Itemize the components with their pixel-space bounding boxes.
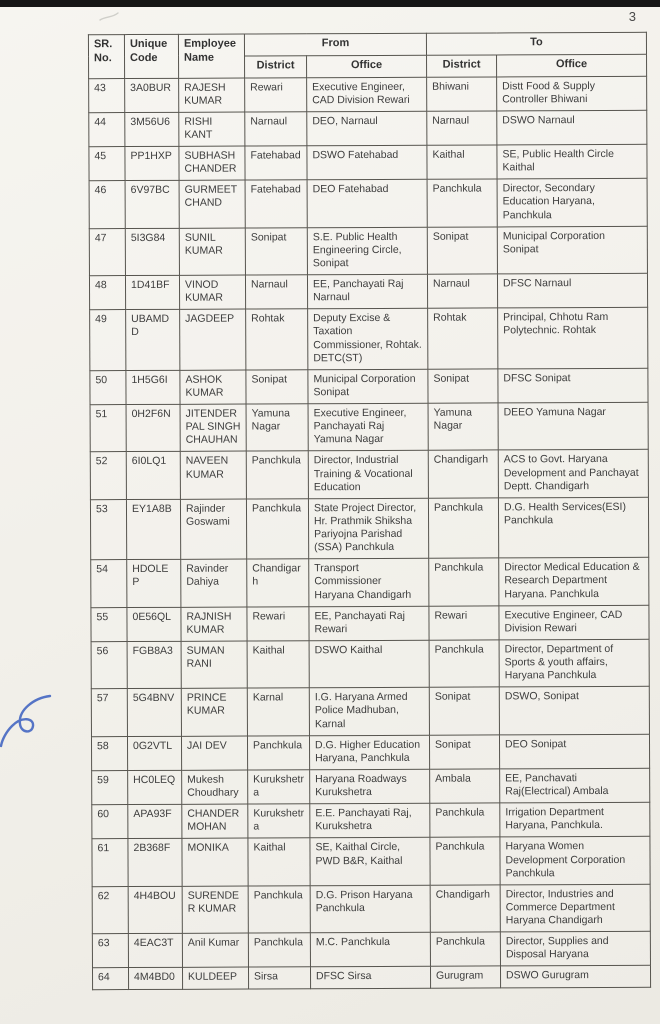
cell-name: RAJNISH KUMAR	[181, 607, 247, 642]
cell-name: SURENDER KUMAR	[182, 886, 248, 934]
cell-to-office: DSWO Gurugram	[500, 966, 650, 988]
header-sr-no: SR. No.	[88, 35, 124, 79]
handwritten-squiggle-icon	[0, 688, 56, 760]
cell-code: 6V97BC	[125, 181, 179, 229]
cell-to-office: DFSC Narnaul	[497, 273, 647, 308]
cell-code: 1H5G6I	[126, 370, 180, 404]
cell-name: JITENDER PAL SINGH CHAUHAN	[180, 404, 246, 452]
cell-code: UBAMDD	[126, 310, 180, 371]
cell-from-office: Haryana Roadways Kurukshetra	[310, 769, 430, 804]
table-row	[90, 402, 648, 452]
cell-from-district: Narnaul	[245, 112, 307, 147]
cell-code: 1D41BF	[125, 275, 179, 309]
table-header	[88, 32, 646, 78]
cell-code: PP1HXP	[125, 146, 179, 180]
cell-to-office: Director, Supplies and Disposal Haryana	[500, 931, 650, 966]
cell-sr: 54	[91, 560, 127, 608]
cell-sr: 47	[89, 228, 125, 276]
cell-from-office: M.C. Panchkula	[310, 932, 430, 967]
cell-to-office: Haryana Women Development Corporation Panchkula	[500, 837, 650, 885]
header-to: To	[426, 32, 646, 55]
cell-from-district: Kaithal	[247, 641, 309, 689]
cell-from-district: Sonipat	[246, 370, 308, 405]
cell-name: KULDEEP	[182, 967, 248, 988]
cell-from-district: Rewari	[247, 606, 309, 641]
table-row	[89, 110, 647, 147]
cell-code: HDOLEP	[127, 560, 181, 608]
cell-to-office: Distt Food & Supply Controller Bhiwani	[497, 76, 647, 111]
table-row	[91, 639, 649, 689]
cell-from-office: EE, Panchayati Raj Rewari	[309, 606, 429, 641]
table-row	[91, 734, 649, 771]
cell-from-district: Kurukshetra	[248, 804, 310, 839]
cell-from-office: Municipal Corporation Sonipat	[308, 369, 428, 404]
cell-to-district: Yamuna Nagar	[428, 403, 498, 451]
cell-name: CHANDER MOHAN	[182, 804, 248, 839]
cell-to-district: Ambala	[430, 769, 500, 804]
cell-code: 0H2F6N	[126, 404, 180, 452]
cell-from-district: Panchkula	[248, 933, 310, 968]
cell-sr: 50	[90, 370, 126, 404]
cell-code: 3A0BUR	[125, 78, 179, 112]
table-row	[92, 802, 650, 839]
cell-to-office: D.G. Health Services(ESI) Panchkula	[498, 497, 648, 558]
cell-from-district: Panchkula	[246, 451, 308, 499]
cell-to-district: Panchkula	[427, 179, 497, 227]
cell-to-office: DEEO Yamuna Nagar	[498, 402, 648, 450]
cell-code: 4H4BOU	[128, 886, 182, 934]
cell-code: 3M56U6	[125, 112, 179, 146]
table-row	[90, 450, 648, 500]
page-number: 3	[628, 9, 636, 24]
cell-to-district: Rohtak	[428, 308, 498, 369]
cell-sr: 51	[90, 405, 126, 453]
cell-from-district: Panchkula	[248, 886, 310, 934]
cell-from-office: EE, Panchayati Raj Narnaul	[307, 274, 427, 309]
cell-to-office: Director, Department of Sports & youth affairs, Haryana Panchkula	[499, 639, 649, 687]
cell-from-office: Executive Engineer, CAD Division Rewari	[307, 77, 427, 112]
cell-sr: 57	[91, 689, 127, 737]
cell-from-district: Rohtak	[246, 309, 308, 370]
cell-to-district: Panchkula	[428, 498, 498, 559]
cell-sr: 48	[89, 276, 125, 310]
cell-to-district: Panchkula	[429, 558, 499, 606]
cell-sr: 53	[90, 499, 126, 560]
table-row	[92, 931, 650, 968]
transfer-table	[88, 32, 651, 990]
cell-from-office: D.G. Higher Education Haryana, Panchkula	[309, 735, 429, 770]
cell-code: 4EAC3T	[128, 933, 182, 967]
cell-sr: 64	[92, 968, 128, 989]
cell-name: VINOD KUMAR	[179, 275, 245, 310]
table-row	[92, 884, 650, 934]
cell-name: SUNIL KUMAR	[179, 228, 245, 276]
cell-sr: 55	[91, 607, 127, 641]
table-row	[91, 687, 649, 737]
cell-name: PRINCE KUMAR	[181, 688, 247, 736]
cell-sr: 58	[91, 736, 127, 770]
cell-name: RAJESH KUMAR	[179, 78, 245, 113]
cell-to-office: Principal, Chhotu Ram Polytechnic. Rohtak	[498, 308, 648, 369]
table-row	[89, 76, 647, 113]
cell-name: GURMEET CHAND	[179, 180, 245, 228]
cell-to-office: EE, Panchavati Raj(Electrical) Ambala	[500, 768, 650, 803]
cell-to-district: Rewari	[429, 606, 499, 641]
cell-name: ASHOK KUMAR	[180, 370, 246, 405]
cell-to-office: Executive Engineer, CAD Division Rewari	[499, 605, 649, 640]
cell-to-district: Chandigarh	[428, 450, 498, 498]
table-row	[89, 179, 647, 229]
cell-code: APA93F	[128, 804, 182, 838]
table-row	[92, 837, 650, 887]
cell-to-office: Director, Industries and Commerce Department Haryana Chandigarh	[500, 884, 650, 932]
cell-sr: 45	[89, 147, 125, 181]
scan-edge-top	[0, 0, 660, 7]
header-to-office: Office	[497, 54, 647, 76]
cell-name: Anil Kumar	[182, 933, 248, 968]
cell-code: FGB8A3	[127, 641, 181, 689]
cell-to-district: Narnaul	[427, 111, 497, 146]
cell-name: Rajinder Goswami	[180, 499, 246, 560]
cell-name: Ravinder Dahiya	[181, 559, 247, 607]
cell-sr: 62	[92, 886, 128, 934]
cell-sr: 43	[89, 78, 125, 112]
cell-to-office: DFSC Sonipat	[498, 368, 648, 403]
cell-name: JAGDEEP	[180, 309, 246, 370]
cell-from-district: Yamuna Nagar	[246, 404, 308, 452]
cell-to-district: Narnaul	[427, 274, 497, 309]
cell-to-office: DEO Sonipat	[499, 734, 649, 769]
scan-smudge	[98, 10, 124, 24]
table-row	[89, 144, 647, 181]
cell-to-office: Director, Secondary Education Haryana, Panchkula	[497, 179, 647, 227]
cell-code: EY1A8B	[126, 499, 180, 560]
header-from-office: Office	[307, 55, 427, 77]
cell-from-office: Transport Commissioner Haryana Chandigarh	[309, 558, 429, 606]
cell-from-district: Narnaul	[245, 275, 307, 310]
cell-to-office: DSWO, Sonipat	[499, 687, 649, 735]
table-row	[92, 966, 650, 990]
cell-from-office: D.G. Prison Haryana Panchkula	[310, 885, 430, 933]
cell-from-district: Kurukshetra	[248, 770, 310, 805]
cell-to-district: Chandigarh	[430, 885, 500, 933]
header-employee-name: Employee Name	[178, 34, 244, 78]
cell-from-office: Deputy Excise & Taxation Commissioner, Rohtak. DETC(ST)	[308, 308, 428, 369]
cell-name: NAVEEN KUMAR	[180, 451, 246, 499]
cell-to-district: Panchkula	[430, 837, 500, 885]
table-row	[92, 768, 650, 805]
cell-sr: 52	[90, 452, 126, 500]
cell-to-office: SE, Public Health Circle Kaithal	[497, 144, 647, 179]
cell-sr: 59	[92, 770, 128, 804]
cell-from-office: Executive Engineer, Panchayati Raj Yamuna Nagar	[308, 403, 428, 451]
cell-name: Mukesh Choudhary	[182, 770, 248, 805]
cell-sr: 49	[90, 310, 126, 371]
cell-to-district: Gurugram	[430, 966, 500, 987]
cell-from-office: DEO Fatehabad	[307, 179, 427, 227]
table-row	[89, 273, 647, 310]
cell-from-office: DEO, Narnaul	[307, 111, 427, 146]
header-from-district: District	[245, 56, 307, 78]
cell-code: 5I3G84	[125, 228, 179, 276]
cell-name: SUMAN RANI	[181, 641, 247, 689]
cell-from-office: DSWO Fatehabad	[307, 145, 427, 180]
cell-to-district: Sonipat	[427, 227, 497, 275]
cell-from-district: Karnal	[247, 688, 309, 736]
cell-name: RISHI KANT	[179, 112, 245, 147]
cell-to-district: Sonipat	[429, 735, 499, 770]
cell-sr: 56	[91, 641, 127, 689]
cell-code: HC0LEQ	[128, 770, 182, 804]
cell-from-district: Sonipat	[245, 227, 307, 275]
cell-from-office: I.G. Haryana Armed Police Madhuban, Karnal	[309, 687, 429, 735]
header-unique-code: Unique Code	[124, 34, 178, 78]
cell-code: 0E56QL	[127, 607, 181, 641]
cell-to-district: Panchkula	[430, 803, 500, 838]
header-to-district: District	[427, 55, 497, 77]
cell-to-district: Sonipat	[428, 369, 498, 404]
table-row	[90, 308, 648, 371]
cell-from-district: Rewari	[245, 77, 307, 112]
cell-sr: 61	[92, 839, 128, 887]
table-row	[91, 558, 649, 608]
cell-code: 5G4BNV	[127, 689, 181, 737]
cell-from-office: E.E. Panchayati Raj, Kurukshetra	[310, 803, 430, 838]
cell-sr: 60	[92, 805, 128, 839]
cell-to-district: Bhiwani	[427, 76, 497, 111]
table-row	[91, 605, 649, 642]
cell-sr: 63	[92, 934, 128, 968]
cell-to-office: DSWO Narnaul	[497, 110, 647, 145]
cell-from-office: State Project Director, Hr. Prathmik Shiksha Pariyojna Parishad (SSA) Panchkula	[308, 498, 428, 559]
cell-name: JAI DEV	[181, 736, 247, 771]
cell-from-district: Panchkula	[246, 499, 308, 560]
header-from: From	[244, 33, 426, 56]
cell-to-office: Municipal Corporation Sonipat	[497, 226, 647, 274]
cell-to-office: Director Medical Education & Research Department Haryana. Panchkula	[499, 558, 649, 606]
cell-to-district: Panchkula	[430, 932, 500, 967]
cell-from-district: Fatehabad	[245, 180, 307, 228]
cell-from-office: Director, Industrial Training & Vocational Education	[308, 451, 428, 499]
cell-name: SUBHASH CHANDER	[179, 146, 245, 181]
cell-from-district: Fatehabad	[245, 146, 307, 181]
cell-from-office: S.E. Public Health Engineering Circle, Sonipat	[307, 227, 427, 275]
cell-name: MONIKA	[182, 838, 248, 886]
cell-code: 4M4BD0	[128, 968, 182, 989]
cell-from-district: Panchkula	[247, 735, 309, 770]
cell-from-district: Sirsa	[248, 967, 310, 988]
cell-sr: 46	[89, 181, 125, 229]
cell-from-district: Chandigarh	[247, 559, 309, 607]
cell-code: 6I0LQ1	[126, 452, 180, 500]
cell-to-district: Sonipat	[429, 687, 499, 735]
cell-to-office: ACS to Govt. Haryana Development and Panchayat Deptt. Chandigarh	[498, 450, 648, 498]
cell-to-district: Kaithal	[427, 145, 497, 180]
table-row	[89, 226, 647, 276]
cell-sr: 44	[89, 112, 125, 146]
table-row	[90, 497, 648, 560]
table-row	[90, 368, 648, 405]
cell-code: 2B368F	[128, 839, 182, 887]
cell-to-office: Irrigation Department Haryana, Panchkula.	[500, 802, 650, 837]
cell-code: 0G2VTL	[127, 736, 181, 770]
cell-to-district: Panchkula	[429, 640, 499, 688]
cell-from-office: SE, Kaithal Circle, PWD B&R, Kaithal	[310, 838, 430, 886]
cell-from-district: Kaithal	[248, 838, 310, 886]
table-body	[89, 76, 651, 989]
cell-from-office: DSWO Kaithal	[309, 640, 429, 688]
cell-from-office: DFSC Sirsa	[310, 967, 430, 989]
